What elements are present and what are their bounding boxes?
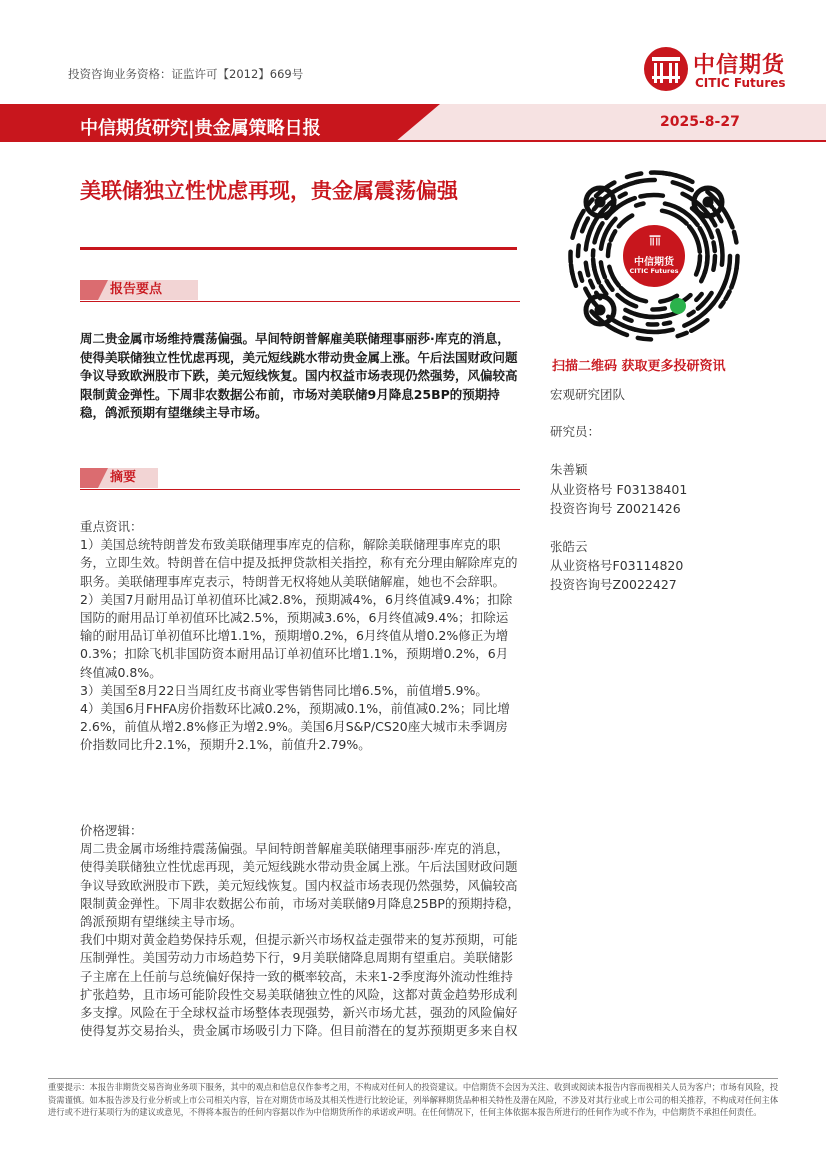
qr-center-en: CITIC Futures	[629, 267, 679, 275]
news-block	[80, 518, 520, 755]
analyst-1-cert: 从业资格号 F03138401	[550, 482, 688, 497]
summary-rule	[80, 489, 520, 490]
logo-cn-text: 中信期货	[693, 53, 786, 78]
summary-section-header	[80, 468, 520, 490]
qr-center-logo	[620, 222, 688, 290]
highlights-section-header	[80, 280, 520, 302]
citic-logo-icon	[646, 231, 664, 249]
mini-program-icon	[670, 298, 686, 314]
logo-en-text: CITIC Futures	[695, 76, 786, 90]
researcher-label: 研究员：	[550, 424, 601, 439]
analyst-2-cert: 从业资格号F03114820	[550, 558, 684, 573]
banner-title: 中信期货研究|贵金属策略日报	[80, 118, 321, 139]
logic-paragraph-2: 我们中期对黄金趋势保持乐观，但提示新兴市场权益走强带来的复苏预期，可能压制弹性。美国劳动力市场趋势下行，9月美联储降息周期有望重启。美联储影子主席在上任前与总统偏好保持一致的概率较高，未来1-2季度海外流动性维持扩张趋势，且市场可能阶段性交易美联储独立性的风险，这都对黄金趋势形成利多支撑。风险在于全球权益市场整体表现强势，新兴市场尤甚，强劲的风险偏好使得复苏交易抬头，贵金属市场吸引力下降。但目前潜在的复苏预期更多来自权	[80, 932, 518, 1039]
title-divider	[80, 247, 517, 250]
highlights-rule	[80, 301, 520, 302]
report-date: 2025-8-27	[660, 114, 740, 130]
news-item-2: 2）美国7月耐用品订单初值环比减2.8%，预期减4%，6月终值减9.4%；扣除国防的耐用品订单初值环比减2.5%，预期减3.6%，6月终值减9.4%；扣除运输的耐用品订单初值环比增1.1%，预期增0.2%，6月终值从增0.2%修正为增0.3%；扣除飞机非国防资本耐用品订单初值环比增1.1%，预期增0.2%，6月终值减0.8%。	[80, 591, 513, 680]
qr-center-cn: 中信期货	[634, 257, 674, 268]
team-name: 宏观研究团队	[550, 387, 626, 402]
news-item-4: 4）美国6月FHFA房价指数环比减0.2%，预期减0.1%，前值减0.2%；同比增2.6%，前值从增2.8%修正为增2.9%。美国6月S&P/CS20座大城市未季调房价指数同比升2.1%，预期升2.1%，前值升2.79%。	[80, 701, 510, 753]
qr-caption: 扫描二维码 获取更多投研资讯	[552, 359, 726, 374]
report-title: 美联储独立性忧虑再现，贵金属震荡偏强	[80, 179, 458, 203]
footer-divider	[48, 1078, 778, 1079]
qr-code[interactable]	[566, 168, 742, 344]
summary-tag: 摘要	[110, 470, 137, 485]
highlights-tag: 报告要点	[110, 282, 163, 297]
license-text: 投资咨询业务资格：证监许可【2012】669号	[68, 67, 304, 81]
disclaimer: 重要提示：本报告非期货交易咨询业务项下服务，其中的观点和信息仅作参考之用，不构成对任何人的投资建议。中信期货不会因为关注、收到或阅读本报告内容而视相关人员为客户；市场有风险，投资需谨慎。如本报告涉及行业分析或上市公司相关内容，旨在对期货市场及其相关性进行比较论证，列举解释期货品种相关特性及潜在风险，不涉及对其行业或上市公司的相关推荐，不构成对任何主体进行或不进行某项行为的建议或意见，不得将本报告的任何内容据以作为中信期货所作的承诺或声明。在任何情况下，任何主体依据本报告所进行的任何作为或不作为，中信期货不承担任何责任。	[48, 1082, 779, 1117]
highlights-text: 周二贵金属市场维持震荡偏强。早间特朗普解雇美联储理事丽莎·库克的消息，使得美联储独立性忧虑再现，美元短线跳水带动贵金属上涨。午后法国财政问题争议导致欧洲股市下跌，美元短线恢复。国内权益市场表现仍然强势，风偏较高限制黄金弹性。下周非农数据公布前，市场对美联储9月降息25BP的预期持稳，鸽派预期有望继续主导市场。	[80, 331, 518, 420]
analyst-1-name: 朱善颖	[550, 462, 588, 477]
analyst-2-name: 张皓云	[550, 539, 588, 554]
logic-paragraph-1: 周二贵金属市场维持震荡偏强。早间特朗普解雇美联储理事丽莎·库克的消息，使得美联储独立性忧虑再现，美元短线跳水带动贵金属上涨。午后法国财政问题争议导致欧洲股市下跌，美元短线恢复。国内权益市场表现仍然强势，风偏较高限制黄金弹性。下周非农数据公布前，市场对美联储9月降息25BP的预期持稳，鸽派预期有望继续主导市场。	[80, 841, 520, 930]
analyst-1-advisory: 投资咨询号 Z0021426	[550, 501, 681, 516]
logic-heading: 价格逻辑：	[80, 823, 143, 838]
citic-logo-icon	[643, 46, 689, 92]
news-heading: 重点资讯：	[80, 519, 143, 534]
news-item-3: 3）美国至8月22日当周红皮书商业零售销售同比增6.5%，前值增5.9%。	[80, 682, 488, 698]
logic-block	[80, 822, 520, 1040]
analyst-2-advisory: 投资咨询号Z0022427	[550, 577, 677, 592]
news-item-1: 1）美国总统特朗普发布致美联储理事库克的信称，解除美联储理事库克的职务，立即生效。特朗普在信中提及抵押贷款相关指控，称有充分理由解除库克的职务。美联储理事库克表示，特朗普无权将她从美联储解雇，她也不会辞职。	[80, 537, 518, 589]
brand-logo	[643, 46, 689, 92]
